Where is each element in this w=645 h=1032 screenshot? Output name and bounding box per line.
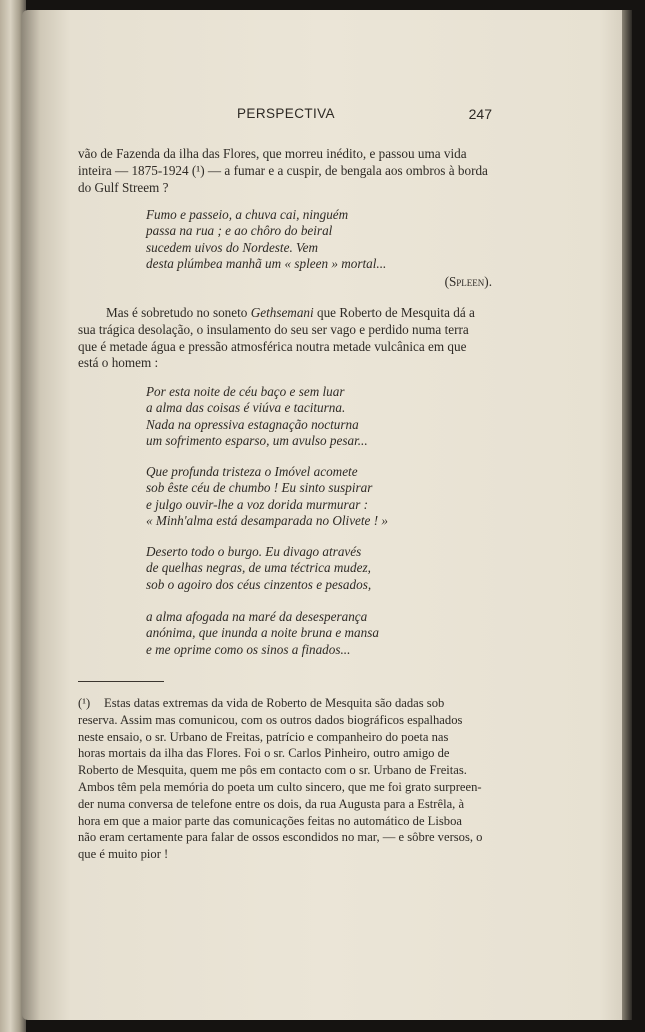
verse-line: Por esta noite de céu baço e sem luar (146, 384, 345, 399)
footnote-line: Roberto de Mesquita, quem me pôs em contacto com o sr. Urbano de Freitas. (78, 763, 467, 778)
page-number: 247 (468, 106, 492, 122)
verse-line: de quelhas negras, de uma téctrica mudez, (146, 560, 371, 576)
verse-line: a alma afogada na maré da desesperança (146, 609, 368, 624)
verse-line: sob o agoiro dos céus cinzentos e pesados, (146, 576, 372, 592)
poem-title: Gethsemani (250, 305, 314, 320)
verse-line: sob êste céu de chumbo ! Eu sinto suspirar (146, 480, 373, 496)
poem-attribution: (Spleen). (444, 274, 492, 289)
text-line: inteira — 1875-1924 (¹) — a fumar e a cuspir, de bengala aos ombros à borda (78, 162, 488, 178)
footnote-line: hora em que a maior parte das comunicações feitas no automático de Lisboa (78, 813, 462, 828)
footnote-line: der numa conversa de telefone entre os dois, da rua Augusta para a Estrêla, à (78, 796, 465, 811)
sonnet-stanza-4 (146, 609, 446, 658)
text-span: Estas datas extremas da vida de Roberto de Mesquita são dadas sob (104, 696, 445, 710)
text-span: que Roberto de Mesquita dá a (313, 305, 475, 320)
verse-line: Deserto todo o burgo. Eu divago através (146, 544, 362, 559)
paragraph-gethsemani (78, 305, 494, 372)
footnote-line: Ambos têm pela memória do poeta um culto sincero, que me foi grato surpreen- (78, 779, 482, 794)
paragraph-continuation (78, 146, 494, 196)
footnote-line (78, 695, 494, 712)
text-line: que é metade água e pressão atmosférica noutra metade vulcânica em que (78, 338, 467, 354)
footnote-divider (78, 681, 164, 682)
page-edge-shadow (622, 10, 632, 1020)
text-line (78, 305, 494, 322)
footnote-line: neste ensaio, o sr. Urbano de Freitas, patrício e companheiro do poeta nas (78, 729, 449, 744)
verse-line: e me oprime como os sinos a finados... (146, 641, 351, 657)
verse-line: Fumo e passeio, a chuva cai, ninguém (146, 207, 349, 222)
footnote-line: não eram certamente para falar de ossos escondidos no mar, — e sôbre versos, o (78, 830, 483, 845)
footnote-marker: (¹) (78, 696, 91, 710)
sonnet-stanza-2 (146, 464, 446, 529)
verse-line: desta plúmbea manhã um « spleen » mortal... (146, 255, 387, 271)
verse-line: sucedem uivos do Nordeste. Vem (146, 239, 319, 255)
footnote-line: horas mortais da ilha das Flores. Foi o sr. Carlos Pinheiro, outro amigo de (78, 746, 450, 761)
verse-line: « Minh'alma está desamparada no Olivete ! » (146, 512, 388, 528)
text-line: está o homem : (78, 355, 159, 371)
footnote-line: que é muito pior ! (78, 847, 169, 862)
verse-line: Nada na opressiva estagnação nocturna (146, 416, 359, 432)
text-line: do Gulf Streem ? (78, 179, 169, 195)
sonnet-stanza-3 (146, 544, 446, 593)
verse-line: um sofrimento esparso, um avulso pesar... (146, 432, 368, 448)
page-header (78, 106, 494, 126)
footnote-line: reserva. Assim mas comunicou, com os outros dados biográficos espalhados (78, 712, 463, 727)
footnote (78, 695, 494, 863)
running-title: PERSPECTIVA (237, 106, 335, 121)
verse-line: e julgo ouvir-lhe a voz dorida murmurar : (146, 496, 369, 512)
verse-line: a alma das coisas é viúva e taciturna. (146, 400, 346, 416)
sonnet-stanza-1 (146, 384, 446, 449)
verse-quotation-spleen (146, 207, 446, 272)
verse-line: Que profunda tristeza o Imóvel acomete (146, 464, 358, 479)
text-line: vão de Fazenda da ilha das Flores, que morreu inédito, e passou uma vida (78, 146, 467, 161)
verse-line: anónima, que inunda a noite bruna e mansa (146, 625, 379, 641)
verse-line: passa na rua ; e ao chôro do beiral (146, 223, 333, 239)
text-span: Mas é sobretudo no soneto (106, 305, 251, 320)
text-line: sua trágica desolação, o insulamento do seu ser vago e perdido numa terra (78, 321, 469, 337)
